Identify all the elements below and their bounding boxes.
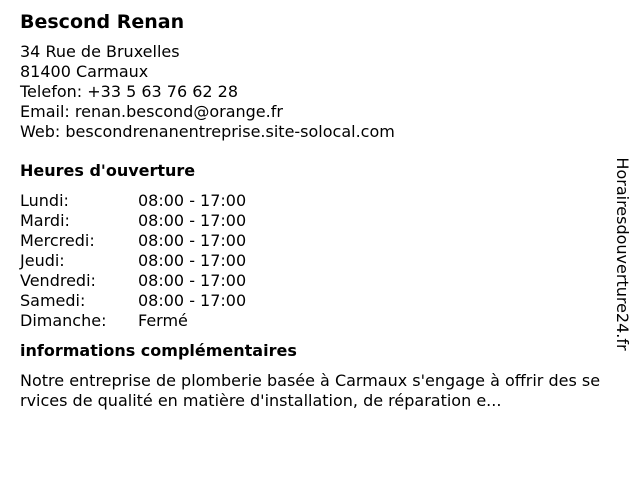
day-hours: 08:00 - 17:00 <box>138 191 247 210</box>
address-street: 34 Rue de Bruxelles <box>20 42 180 61</box>
day-label: Mardi: <box>20 211 70 230</box>
hours-row-sunday <box>20 311 610 331</box>
hours-row-saturday <box>20 291 610 311</box>
day-hours: 08:00 - 17:00 <box>138 211 247 230</box>
phone-line: Telefon: +33 5 63 76 62 28 <box>20 82 239 101</box>
hours-row-wednesday <box>20 231 610 251</box>
hours-heading: Heures d'ouverture <box>20 161 196 180</box>
day-label: Dimanche: <box>20 311 107 330</box>
hours-row-monday <box>20 191 610 211</box>
site-watermark: Horairesdouverture24.fr <box>613 157 632 351</box>
day-label: Vendredi: <box>20 271 96 290</box>
business-card <box>20 10 610 411</box>
day-hours: 08:00 - 17:00 <box>138 291 247 310</box>
address-city: 81400 Carmaux <box>20 62 149 81</box>
business-description: Notre entreprise de plomberie basée à Carmaux s'engage à offrir des services de qualité en matière d'installation, de réparation e... <box>20 371 601 410</box>
info-heading: informations complémentaires <box>20 341 297 360</box>
website-line: Web: bescondrenanentreprise.site-solocal.com <box>20 122 395 141</box>
business-name: Bescond Renan <box>20 11 185 33</box>
hours-row-friday <box>20 271 610 291</box>
day-label: Samedi: <box>20 291 86 310</box>
email-line: Email: renan.bescond@orange.fr <box>20 102 283 121</box>
hours-table <box>20 191 610 331</box>
day-hours: 08:00 - 17:00 <box>138 231 247 250</box>
day-hours: 08:00 - 17:00 <box>138 271 247 290</box>
day-hours: Fermé <box>138 311 188 330</box>
day-label: Jeudi: <box>20 251 65 270</box>
hours-row-thursday <box>20 251 610 271</box>
hours-row-tuesday <box>20 211 610 231</box>
contact-block <box>20 42 610 142</box>
day-hours: 08:00 - 17:00 <box>138 251 247 270</box>
day-label: Lundi: <box>20 191 69 210</box>
day-label: Mercredi: <box>20 231 95 250</box>
